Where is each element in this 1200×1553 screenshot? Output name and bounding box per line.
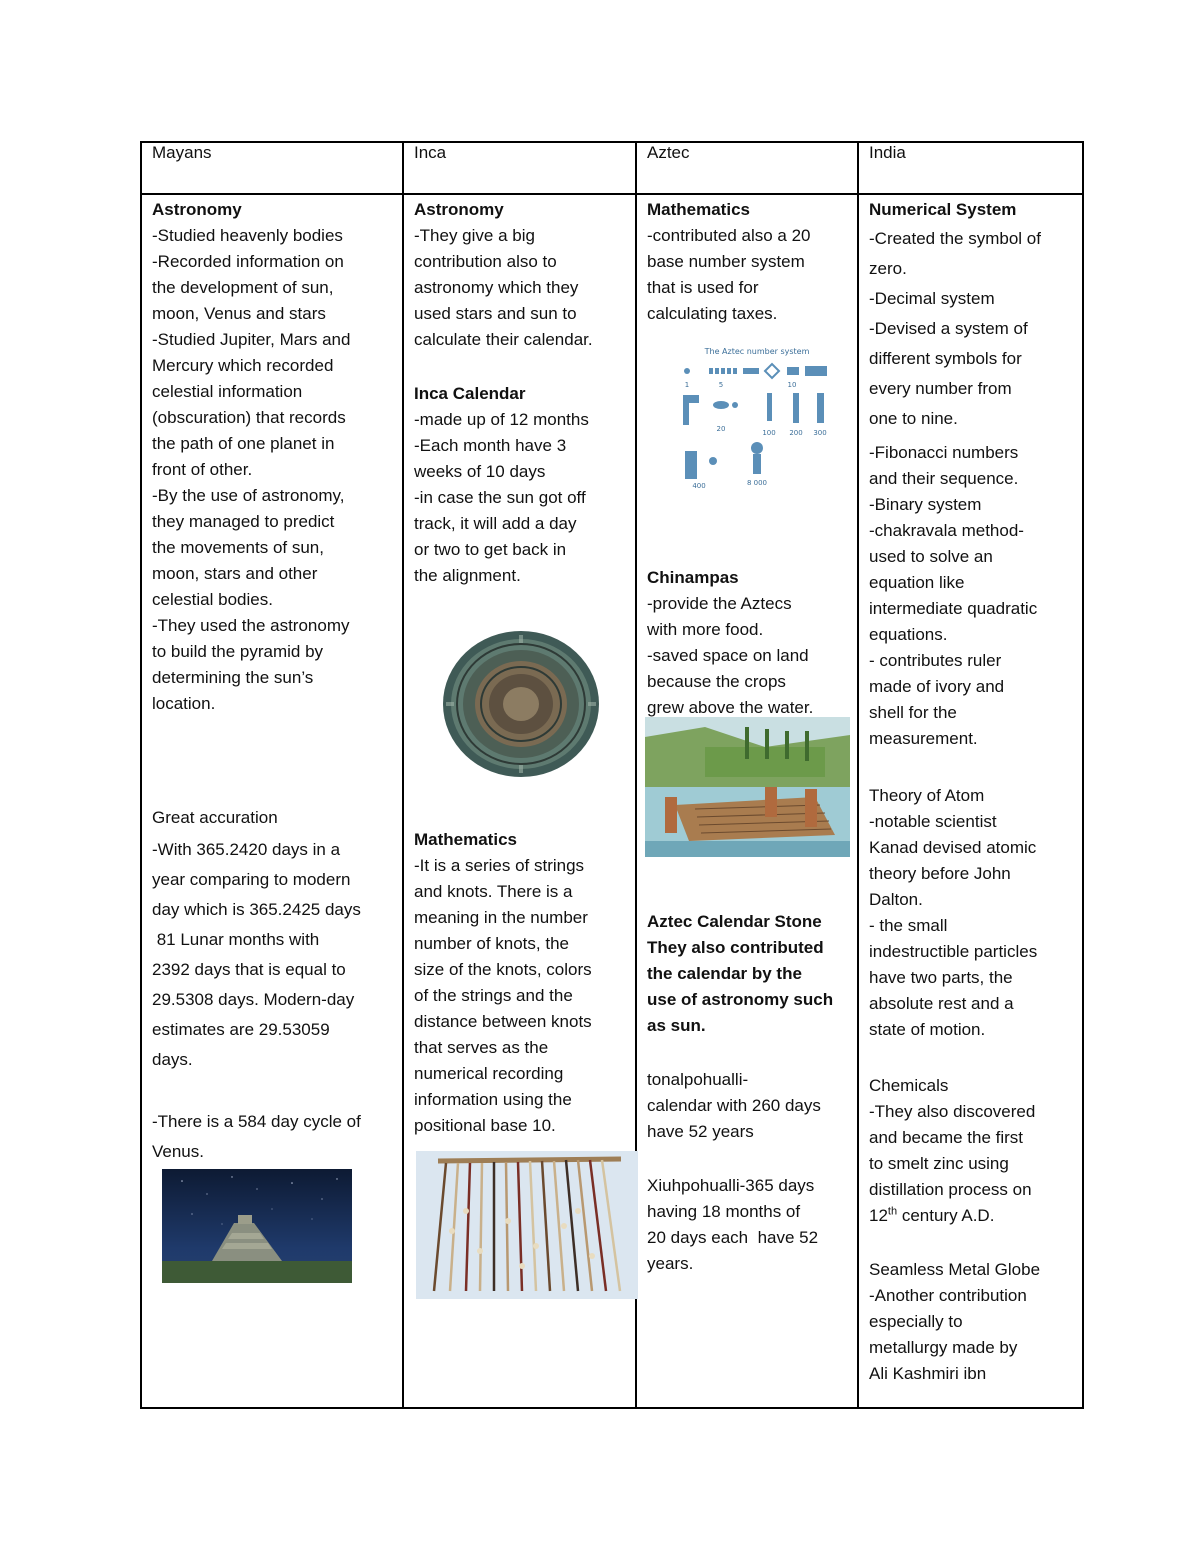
text-line: and their sequence.: [869, 469, 1019, 488]
mayans-accuracy-text-block: [152, 835, 392, 1075]
text-line: -It is a series of strings: [414, 856, 585, 875]
aztec-chinampas-title: Chinampas: [647, 568, 739, 587]
aztec-chinampas-block: [647, 565, 847, 721]
text-line: have two parts, the: [869, 968, 1013, 987]
mayans-venus-block: [152, 1107, 392, 1167]
aztec-num-label: 5: [718, 381, 724, 389]
inca-astronomy-title: Astronomy: [414, 200, 504, 219]
text-line: Kanad devised atomic: [869, 838, 1037, 857]
text-line: indestructible particles: [869, 942, 1038, 961]
text-line: -in case the sun got off: [414, 488, 586, 507]
text-line: having 18 months of: [647, 1202, 801, 1221]
century-suffix: th: [887, 1205, 898, 1218]
text-line: Aztec Calendar Stone: [647, 912, 822, 931]
text-line: determining the sun’s: [152, 668, 314, 687]
text-line: calculate their calendar.: [414, 330, 593, 349]
text-line: with more food.: [647, 620, 764, 639]
header-aztec: Aztec: [636, 142, 858, 194]
text-line: metallurgy made by: [869, 1338, 1018, 1357]
text-line: 2392 days that is equal to: [152, 960, 346, 979]
aztec-num-label: 400: [692, 482, 706, 490]
text-line: Ali Kashmiri ibn: [869, 1364, 987, 1383]
inca-math-block: [414, 827, 625, 1139]
aztec-num-label: 200: [789, 429, 803, 437]
header-inca: Inca: [403, 142, 636, 194]
text-line: estimates are 29.53059: [152, 1020, 330, 1039]
aztec-tonal-text: [647, 1067, 847, 1145]
text-line: Mercury which recorded: [152, 356, 334, 375]
text-line: -They give a big: [414, 226, 535, 245]
text-line: -provide the Aztecs: [647, 594, 792, 613]
aztec-stone-block: [647, 909, 847, 1039]
header-india: India: [858, 142, 1083, 194]
text-line: -Fibonacci numbers: [869, 443, 1019, 462]
text-line: one to nine.: [869, 409, 958, 428]
text-line: grew above the water.: [647, 698, 814, 717]
text-line: location.: [152, 694, 216, 713]
text-line: -Created the symbol of: [869, 229, 1041, 248]
text-line: contribution also to: [414, 252, 557, 271]
text-line: the path of one planet in: [152, 434, 335, 453]
text-line: -Studied Jupiter, Mars and: [152, 330, 351, 349]
mayans-accuracy-title: Great accuration: [152, 808, 278, 827]
text-line: (obscuration) that records: [152, 408, 346, 427]
india-chem-block: [869, 1073, 1072, 1229]
text-line: day which is 365.2425 days: [152, 900, 361, 919]
text-line: weeks of 10 days: [414, 462, 546, 481]
text-line: -contributed also a 20: [647, 226, 811, 245]
text-line: made of ivory and: [869, 677, 1005, 696]
text-line: 20 days each have 52: [647, 1228, 819, 1247]
text-line: 29.5308 days. Modern-day: [152, 990, 355, 1009]
inca-cell: [403, 194, 636, 1408]
quipu-image: [416, 1151, 638, 1299]
text-line: or two to get back in: [414, 540, 567, 559]
inca-math-title: Mathematics: [414, 830, 517, 849]
mayans-venus-text: [152, 1107, 392, 1167]
india-chemicals-text: [869, 1099, 1072, 1203]
aztec-num-label: 8 000: [746, 479, 768, 487]
aztec-num-label: 10: [787, 381, 797, 389]
text-line: information using the: [414, 1090, 572, 1109]
text-line: that serves as the: [414, 1038, 549, 1057]
aztec-num-label: 20: [716, 425, 726, 433]
india-numerical-block: [869, 224, 1072, 434]
inca-calendar-block: [414, 381, 625, 589]
aztec-num-label: 300: [813, 429, 827, 437]
india-atom-text: [869, 809, 1072, 1043]
text-line: days.: [152, 1050, 193, 1069]
text-line: intermediate quadratic: [869, 599, 1038, 618]
text-line: every number from: [869, 379, 1012, 398]
text-line: distance between knots: [414, 1012, 592, 1031]
text-line: shell for the: [869, 703, 957, 722]
aztec-num-label: 100: [762, 429, 776, 437]
text-line: -With 365.2420 days in a: [152, 840, 341, 859]
text-line: they managed to predict: [152, 512, 335, 531]
text-line: to build the pyramid by: [152, 642, 324, 661]
text-line: distillation process on: [869, 1180, 1032, 1199]
aztec-stone-text: [647, 909, 847, 1039]
india-chem-century: [869, 1203, 1072, 1229]
text-line: positional base 10.: [414, 1116, 556, 1135]
century-text: century A.D.: [897, 1206, 995, 1225]
text-line: -Binary system: [869, 495, 982, 514]
inca-calendar-text: [414, 407, 625, 589]
text-line: size of the knots, colors: [414, 960, 592, 979]
text-line: moon, stars and other: [152, 564, 318, 583]
text-line: -By the use of astronomy,: [152, 486, 345, 505]
header-mayans: Mayans: [141, 142, 403, 194]
india-numerical-text: [869, 224, 1072, 434]
century-number: 12: [869, 1206, 888, 1225]
text-line: have 52 years: [647, 1122, 754, 1141]
text-line: -notable scientist: [869, 812, 997, 831]
text-line: - the small: [869, 916, 948, 935]
text-line: astronomy which they: [414, 278, 579, 297]
text-line: -made up of 12 months: [414, 410, 589, 429]
aztec-num-label: 1: [684, 381, 690, 389]
header-row: [141, 142, 1083, 194]
text-line: -They used the astronomy: [152, 616, 350, 635]
text-line: years.: [647, 1254, 694, 1273]
text-line: especially to: [869, 1312, 963, 1331]
mayans-accuracy-block: [152, 805, 392, 831]
aztec-xiuh-block: [647, 1173, 847, 1277]
text-line: base number system: [647, 252, 805, 271]
india-chem-title: Chemicals: [869, 1076, 949, 1095]
aztec-math-title: Mathematics: [647, 200, 750, 219]
india-numerical-title-block: [869, 197, 1072, 223]
chinampas-image: [645, 717, 850, 857]
inca-math-text: [414, 853, 625, 1139]
text-line: - contributes ruler: [869, 651, 1002, 670]
india-globe-block: [869, 1257, 1072, 1387]
aztec-math-text: [647, 223, 847, 327]
text-line: -Decimal system: [869, 289, 995, 308]
text-line: zero.: [869, 259, 907, 278]
text-line: Venus.: [152, 1142, 204, 1161]
text-line: moon, Venus and stars: [152, 304, 326, 323]
text-line: calculating taxes.: [647, 304, 778, 323]
text-line: equation like: [869, 573, 965, 592]
text-line: state of motion.: [869, 1020, 986, 1039]
mayans-cell: [141, 194, 403, 1408]
mayans-astronomy-text: [152, 223, 392, 717]
inca-astronomy-block: [414, 197, 625, 353]
aztec-number-system-image: [677, 343, 837, 495]
india-fib-block: [869, 440, 1072, 752]
aztec-math-block: [647, 197, 847, 327]
text-line: tonalpohualli-: [647, 1070, 749, 1089]
aztec-tonal-block: [647, 1067, 847, 1145]
text-line: -saved space on land: [647, 646, 809, 665]
text-line: of the strings and the: [414, 986, 573, 1005]
text-line: -They also discovered: [869, 1102, 1036, 1121]
text-line: number of knots, the: [414, 934, 569, 953]
text-line: meaning in the number: [414, 908, 588, 927]
text-line: used stars and sun to: [414, 304, 577, 323]
india-cell: [858, 194, 1083, 1408]
text-line: -Another contribution: [869, 1286, 1027, 1305]
text-line: -There is a 584 day cycle of: [152, 1112, 361, 1131]
pyramid-night-image: [162, 1169, 352, 1283]
text-line: used to solve an: [869, 547, 993, 566]
text-line: They also contributed: [647, 938, 824, 957]
inca-calendar-title: Inca Calendar: [414, 384, 526, 403]
text-line: celestial information: [152, 382, 303, 401]
india-fibonacci-text: [869, 440, 1072, 752]
mayans-astronomy-block: [152, 197, 392, 717]
aztec-xiuh-text: [647, 1173, 847, 1277]
text-line: measurement.: [869, 729, 978, 748]
text-line: and became the first: [869, 1128, 1024, 1147]
aztec-chinampas-text: [647, 591, 847, 721]
text-line: the movements of sun,: [152, 538, 324, 557]
text-line: absolute rest and a: [869, 994, 1014, 1013]
text-line: the alignment.: [414, 566, 521, 585]
text-line: as sun.: [647, 1016, 706, 1035]
text-line: and knots. There is a: [414, 882, 573, 901]
india-globe-title: Seamless Metal Globe: [869, 1260, 1041, 1279]
text-line: that is used for: [647, 278, 759, 297]
text-line: front of other.: [152, 460, 253, 479]
text-line: Xiuhpohualli-365 days: [647, 1176, 815, 1195]
content-row: [141, 194, 1083, 1408]
inca-stone-calendar-image: [436, 629, 606, 779]
text-line: numerical recording: [414, 1064, 564, 1083]
text-line: the development of sun,: [152, 278, 334, 297]
text-line: calendar with 260 days: [647, 1096, 821, 1115]
aztec-cell: [636, 194, 858, 1408]
text-line: the calendar by the: [647, 964, 802, 983]
text-line: Dalton.: [869, 890, 923, 909]
mayans-accuracy-text: [152, 835, 392, 1075]
mayans-astronomy-title: Astronomy: [152, 200, 242, 219]
india-atom-block: [869, 783, 1072, 1043]
text-line: year comparing to modern: [152, 870, 351, 889]
text-line: different symbols for: [869, 349, 1022, 368]
text-line: -chakravala method-: [869, 521, 1024, 540]
text-line: use of astronomy such: [647, 990, 834, 1009]
comparison-table: [140, 141, 1084, 1409]
text-line: because the crops: [647, 672, 786, 691]
aztec-number-image-title: The Aztec number system: [704, 347, 810, 356]
india-numerical-title: Numerical System: [869, 200, 1017, 219]
text-line: -Each month have 3: [414, 436, 567, 455]
text-line: to smelt zinc using: [869, 1154, 1009, 1173]
inca-astronomy-text: [414, 223, 625, 353]
text-line: 81 Lunar months with: [152, 930, 320, 949]
text-line: equations.: [869, 625, 948, 644]
india-atom-title: Theory of Atom: [869, 786, 985, 805]
text-line: theory before John: [869, 864, 1011, 883]
text-line: celestial bodies.: [152, 590, 273, 609]
text-line: track, it will add a day: [414, 514, 577, 533]
text-line: -Devised a system of: [869, 319, 1028, 338]
text-line: -Studied heavenly bodies: [152, 226, 343, 245]
india-globe-text: [869, 1283, 1072, 1387]
text-line: -Recorded information on: [152, 252, 344, 271]
